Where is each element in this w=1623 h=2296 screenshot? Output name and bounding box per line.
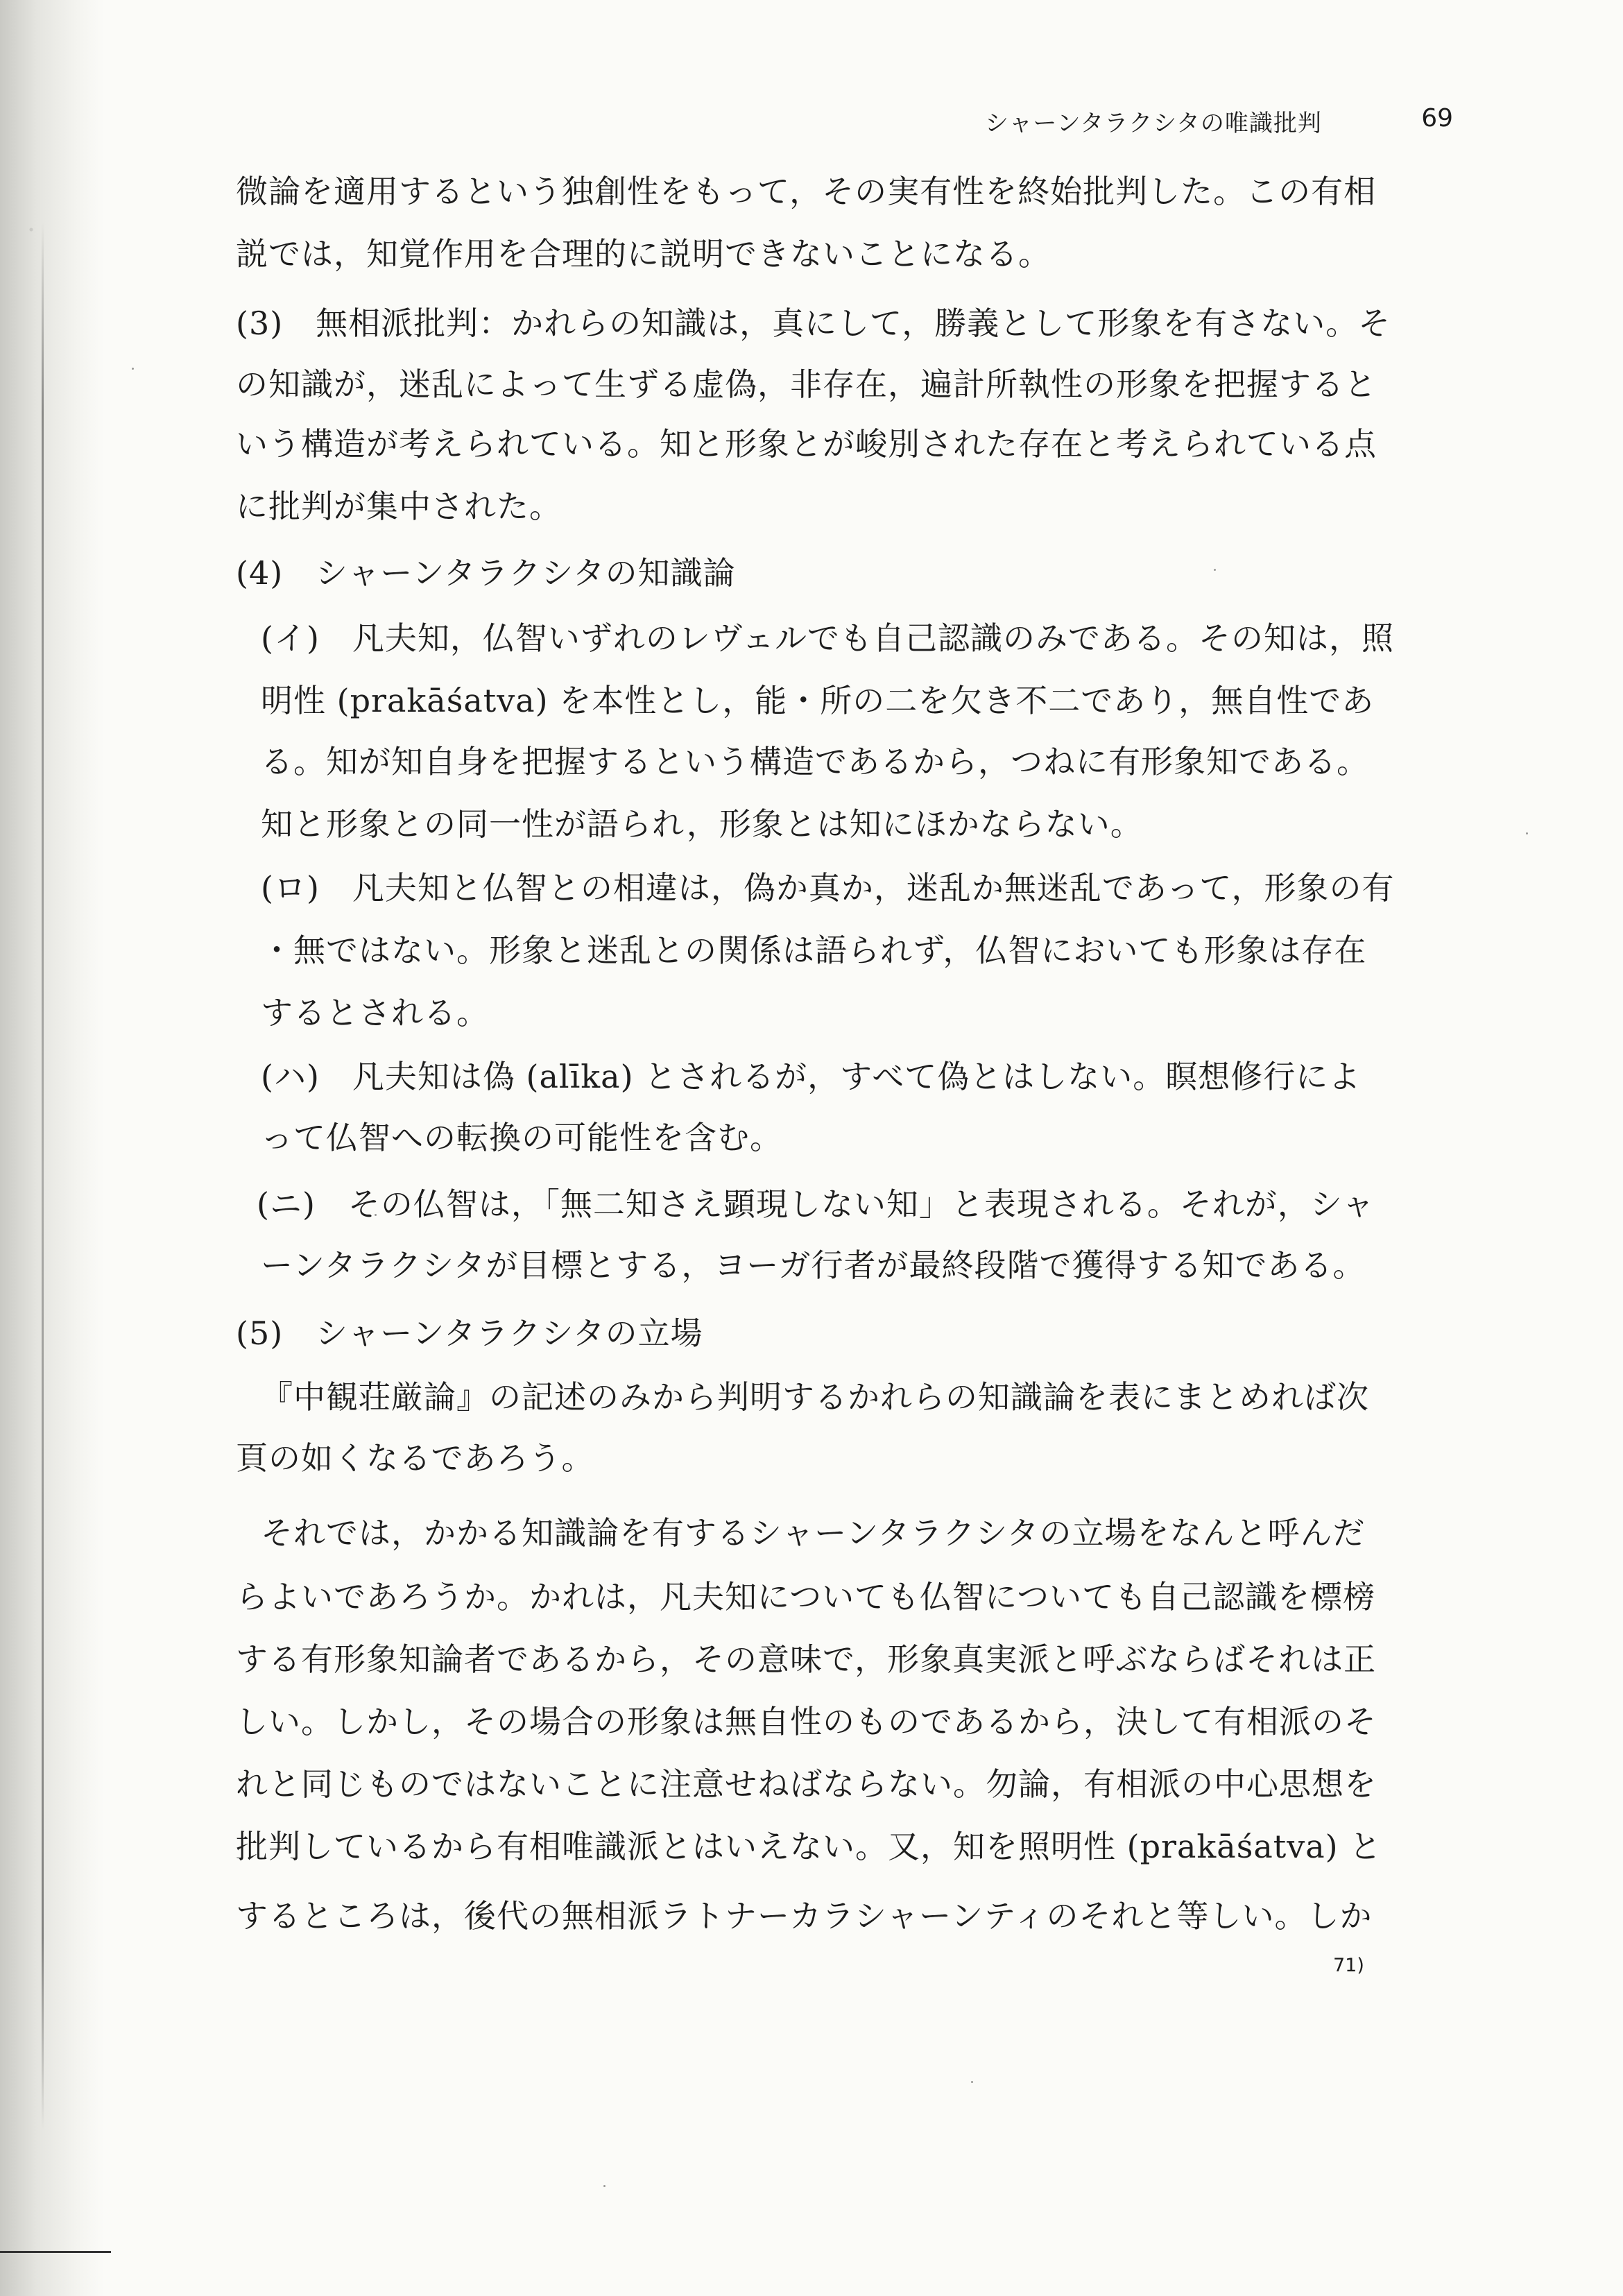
text-line: しい。しかし，その場合の形象は無自性のものであるから，決して有相派のそ (236, 1703, 1377, 1740)
scan-speck (1526, 832, 1528, 834)
scan-speck (971, 2081, 973, 2083)
text-line: するところは，後代の無相派ラトナーカラシャーンティのそれと等しい。しか (236, 1897, 1373, 1935)
text-line: ーンタラクシタが目標とする，ヨーガ行者が最終段階で獲得する知である。 (261, 1246, 1366, 1284)
text-line: 知と形象との同一性が語られ，形象とは知にほかならない。 (261, 805, 1143, 843)
scan-speck (603, 2185, 606, 2187)
scan-speck (132, 368, 134, 370)
scan-shadow-edge (0, 0, 104, 2296)
text-line: それでは，かかる知識論を有するシャーンタラクシタの立場をなんと呼んだ (261, 1514, 1366, 1552)
text-line: る。知が知自身を把握するという構造であるから，つねに有形象知である。 (261, 743, 1369, 780)
text-line: 明性 (prakāśatva) を本性とし，能・所の二を欠き不二であり，無自性であ (261, 682, 1375, 719)
text-line: 説では，知覚作用を合理的に説明できないことになる。 (236, 235, 1051, 273)
footnote-marker: 71) (1333, 1955, 1364, 1976)
binding-edge-bottom (0, 2251, 111, 2253)
text-line: の知識が，迷乱によって生ずる虚偽，非存在，遍計所執性の形象を把握すると (236, 366, 1377, 403)
section-heading: (4) シャーンタラクシタの知識論 (236, 554, 736, 592)
running-title: シャーンタラクシタの唯識批判 (985, 110, 1322, 137)
text-line: いう構造が考えられている。知と形象とが峻別された存在と考えられている点 (236, 425, 1377, 463)
scan-speck (1214, 569, 1216, 571)
text-line: 微論を適用するという独創性をもって，その実有性を終始批判した。この有相 (236, 173, 1377, 210)
text-line: 『中観荘厳論』の記述のみから判明するかれらの知識論を表にまとめれば次 (261, 1378, 1369, 1416)
text-line: に批判が集中された。 (236, 488, 562, 525)
text-line: 頁の如くなるであろう。 (236, 1439, 594, 1477)
text-line: らよいであろうか。かれは，凡夫知についても仏智についても自己認識を標榜 (236, 1578, 1376, 1616)
text-line: (ロ) 凡夫知と仏智との相違は，偽か真か，迷乱か無迷乱であって，形象の有 (261, 869, 1395, 907)
text-line: (ニ) その仏智は，「無二知さえ顕現しない知」と表現される。それが，シャ (257, 1185, 1375, 1223)
page-number: 69 (1421, 104, 1453, 132)
section-heading: (5) シャーンタラクシタの立場 (236, 1314, 703, 1352)
text-line: する有形象知論者であるから，その意味で，形象真実派と呼ぶならばそれは正 (236, 1640, 1377, 1678)
running-header (985, 98, 1470, 140)
text-line: 批判しているから有相唯識派とはいえない。又，知を照明性 (prakāśatva) と (236, 1828, 1382, 1865)
text-line: (3) 無相派批判：かれらの知識は，真にして，勝義として形象を有さない。そ (236, 305, 1391, 342)
text-line: (イ) 凡夫知，仏智いずれのレヴェルでも自己認識のみである。その知は，照 (261, 619, 1395, 657)
binding-edge-line (42, 222, 44, 2130)
text-line: って仏智への転換の可能性を含む。 (261, 1119, 782, 1156)
text-line: れと同じものではないことに注意せねばならない。勿論，有相派の中心思想を (236, 1765, 1377, 1803)
text-line: ・無ではない。形象と迷乱との関係は語られず，仏智においても形象は存在 (261, 932, 1367, 969)
text-line: (ハ) 凡夫知は偽 (alīka) とされるが，すべて偽とはしない。瞑想修行によ (261, 1058, 1362, 1095)
text-line: するとされる。 (261, 994, 489, 1031)
